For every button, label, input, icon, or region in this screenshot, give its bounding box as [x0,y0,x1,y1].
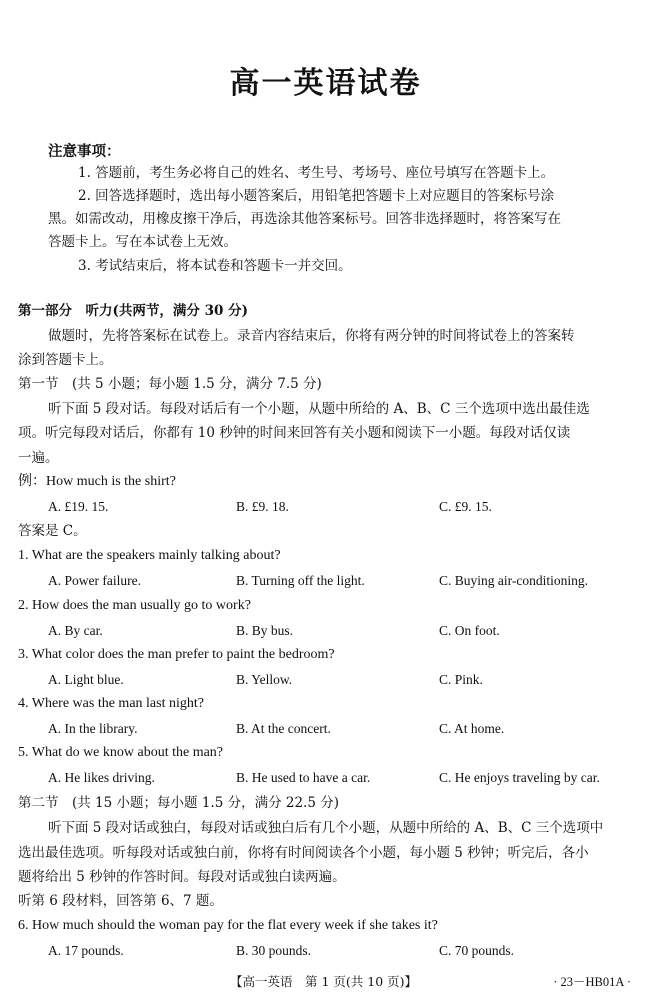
example-option-c: C. £9. 15. [439,499,492,514]
section2-instruction: 题将给出 5 秒钟的作答时间。每段对话或独白读两遍。 [18,869,346,885]
q2-option-b: B. By bus. [236,623,294,638]
notes-line: 3. 考试结束后，将本试卷和答题卡一并交回。 [78,258,352,274]
part1-instruction: 涂到答题卡上。 [18,352,113,368]
q5-option-a: A. He likes driving. [48,770,155,785]
q2-option-c: C. On foot. [439,623,500,638]
q1-option-a: A. Power failure. [48,573,141,588]
q3-option-c: C. Pink. [439,672,483,687]
example-answer: 答案是 C。 [18,523,87,539]
q5-option-c: C. He enjoys traveling by car. [439,770,600,785]
notes-line: 1. 答题前，考生务必将自己的姓名、考生号、考场号、座位号填写在答题卡上。 [78,165,555,181]
q4-option-b: B. At the concert. [236,721,331,736]
q6-option-c: C. 70 pounds. [439,943,515,958]
section1-instruction: 项。听完每段对话后，你都有 10 秒钟的时间来回答有关小题和阅读下一小题。每段对话仅读 [18,425,571,441]
section2-heading: 第二节 (共 15 小题；每小题 1.5 分，满分 22.5 分) [18,795,339,811]
notes-line: 黑。如需改动，用橡皮擦干净后，再选涂其他答案标号。回答非选择题时，将答案写在 [48,211,561,227]
example-option-a: A. £19. 15. [48,499,109,514]
question-5: 5. What do we know about the man? [18,745,224,760]
q5-option-b: B. He used to have a car. [236,770,371,785]
section1-instruction: 一遍。 [18,450,59,466]
notes-line: 2. 回答选择题时，选出每小题答案后，用铅笔把答题卡上对应题目的答案标号涂 [78,188,555,204]
section2-instruction: 选出最佳选项。听每段对话或独白前，你将有时间阅读各个小题，每小题 5 秒钟；听完后，各小 [18,845,589,861]
question-1: 1. What are the speakers mainly talking about? [18,548,281,563]
q6-option-b: B. 30 pounds. [236,943,312,958]
example-question: 例：How much is the shirt? [18,474,176,489]
question-3: 3. What color does the man prefer to paint the bedroom? [18,647,335,662]
part1-heading: 第一部分 听力(共两节，满分 30 分) [18,303,248,319]
section2-instruction: 听下面 5 段对话或独白，每段对话或独白后有几个小题，从题中所给的 A、B、C 三个选项中 [48,820,604,836]
q2-option-a: A. By car. [48,623,103,638]
q6-option-a: A. 17 pounds. [48,943,124,958]
question-2: 2. How does the man usually go to work? [18,598,251,613]
exam-title: 高一英语试卷 [229,66,422,101]
notes-line: 答题卡上。写在本试卷上无效。 [48,234,237,250]
q1-option-b: B. Turning off the light. [236,573,365,588]
section1-heading: 第一节 (共 5 小题；每小题 1.5 分，满分 7.5 分) [18,376,322,392]
example-option-b: B. £9. 18. [236,499,289,514]
q1-option-c: C. Buying air-conditioning. [439,573,588,588]
q3-option-b: B. Yellow. [236,672,293,687]
question-6: 6. How much should the woman pay for the flat every week if she takes it? [18,918,438,933]
part1-instruction: 做题时，先将答案标在试卷上。录音内容结束后，你将有两分钟的时间将试卷上的答案转 [48,328,575,344]
notes-heading: 注意事项： [48,143,121,160]
material-note: 听第 6 段材料，回答第 6、7 题。 [18,893,223,909]
q3-option-a: A. Light blue. [48,672,124,687]
q4-option-a: A. In the library. [48,721,138,736]
question-4: 4. Where was the man last night? [18,696,204,711]
q4-option-c: C. At home. [439,721,505,736]
section1-instruction: 听下面 5 段对话。每段对话后有一个小题，从题中所给的 A、B、C 三个选项中选出最佳选 [48,401,590,417]
footer-code: · 23－HB01A · [553,975,631,989]
footer-page-info: 【高一英语 第 1 页(共 10 页)】 [230,974,418,989]
